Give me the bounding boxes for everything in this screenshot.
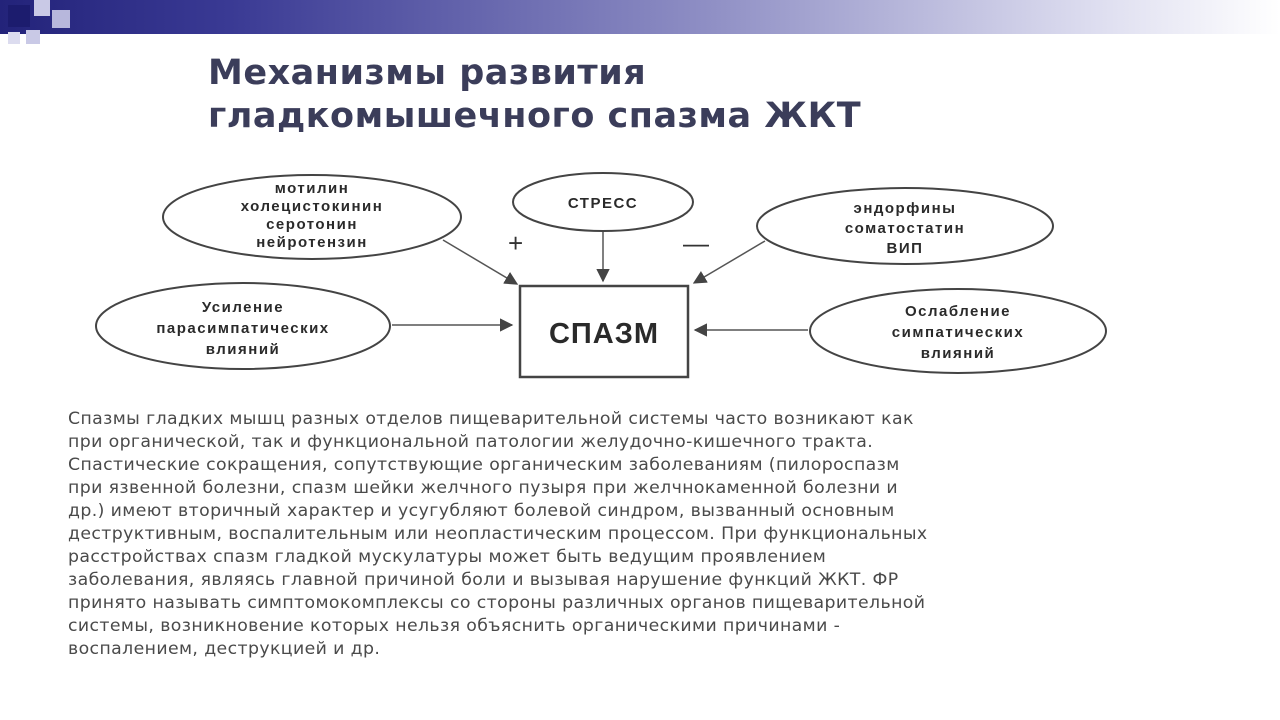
svg-text:ВИП — [887, 240, 924, 257]
svg-text:СПАЗМ — [549, 318, 659, 350]
node-line: парасимпатических — [156, 320, 330, 337]
svg-text:соматостатин — [845, 220, 965, 237]
node-parasympathetic — [96, 283, 390, 369]
node-line: эндорфины — [853, 200, 957, 217]
svg-text:парасимпатических — [156, 320, 329, 337]
node-stress — [513, 173, 693, 231]
node-line: ВИП — [886, 240, 924, 257]
svg-text:холецистокинин — [241, 198, 384, 215]
node-line: мотилин — [274, 180, 350, 197]
svg-text:Усиление — [202, 299, 284, 316]
slide-title: Механизмы развития гладкомышечного спазма ЖКТ — [208, 53, 862, 136]
node-line: влияний — [920, 345, 996, 362]
svg-text:СТРЕСС — [568, 195, 638, 212]
arrow-hormones-plus — [443, 240, 517, 284]
node-line: Усиление — [201, 299, 285, 316]
node-line: Ослабление — [904, 303, 1012, 320]
svg-text:симпатических — [892, 324, 1024, 341]
node-line: симпатических — [891, 324, 1025, 341]
center-spasm-box — [520, 286, 688, 377]
slide-body-text: Спазмы гладких мышц разных отделов пищеварительной системы часто возникают как при органической, так и функциональной патологии желудочно-кишечного тракта. Спастические сокращения, сопутствующие органическим заболеваниям (пилороспазм при язвенной болезни, спазм шейки желчного пузыря при желчнокаменной болезни и др.) имеют вторичный характер и усугубляют болевой синдром, вызванный основным деструктивным, воспалительным или неопластическим процессом. При функциональных расстройствах спазм гладкой мускулатуры может быть ведущим проявлением заболевания, являясь главной причиной боли и вызывая нарушение функций ЖКТ. ФР принято называть симптомокомплексы со стороны различных органов пищеварительной системы, возникновение которых нельзя объяснить органическими причинами - воспалением, деструкцией и др. — [68, 409, 928, 659]
svg-text:Ослабление — [905, 303, 1011, 320]
svg-text:мотилин — [275, 180, 350, 197]
node-line: СТРЕСС — [567, 195, 639, 212]
node-sympathetic — [810, 289, 1106, 373]
minus-sign: — — [683, 228, 709, 258]
svg-text:эндорфины — [854, 200, 957, 217]
node-line: влияний — [205, 341, 281, 358]
node-line: соматостатин — [844, 220, 966, 237]
svg-text:серотонин — [266, 216, 358, 233]
node-line: нейротензин — [256, 234, 368, 251]
node-line: холецистокинин — [240, 198, 384, 215]
node-line: серотонин — [266, 216, 358, 233]
svg-text:нейротензин — [256, 234, 368, 251]
node-hormones-minus — [757, 188, 1053, 264]
node-hormones-plus — [163, 175, 461, 259]
svg-text:влияний — [206, 341, 281, 358]
plus-sign: + — [508, 228, 524, 258]
center-label: СПАЗМ — [548, 318, 660, 350]
svg-text:влияний — [921, 345, 996, 362]
